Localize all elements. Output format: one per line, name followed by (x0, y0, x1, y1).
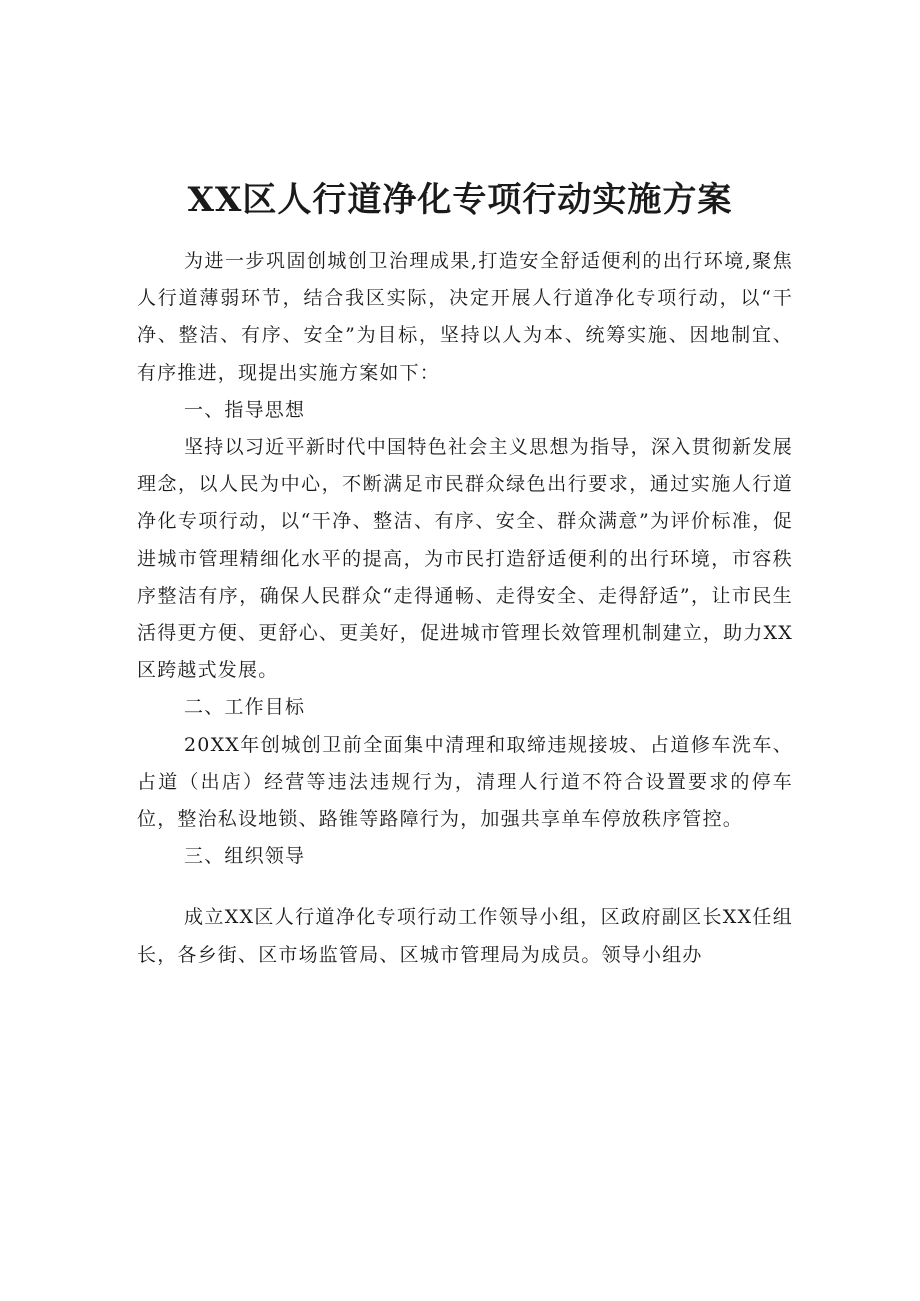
intro-paragraph: 为进一步巩固创城创卫治理成果,打造安全舒适便利的出行环境,聚焦人行道薄弱环节，结合我区实际，决定开展人行道净化专项行动，以“干净、整洁、有序、安全”为目标，坚持以人为本、统筹实施、因地制宜、有序推进，现提出实施方案如下： (137, 250, 793, 384)
paragraph-spacer (137, 875, 793, 899)
section-heading-work-goals: 二、工作目标 (184, 696, 306, 719)
section-body-organization: 成立XX区人行道净化专项行动工作领导小组，区政府副区长XX任组长，各乡街、区市场监管局、区城市管理局为成员。领导小组办 (137, 906, 793, 966)
section-heading-guiding-ideology: 一、指导思想 (184, 398, 306, 421)
document-body (137, 243, 793, 974)
section-body-guiding-ideology: 坚持以习近平新时代中国特色社会主义思想为指导，深入贯彻新发展理念，以人民为中心，不断满足市民群众绿色出行要求，通过实施人行道净化专项行动，以“干净、整洁、有序、安全、群众满意”为评价标准，促进城市管理精细化水平的提高，为市民打造舒适便利的出行环境，市容秩序整洁有序，确保人民群众“走得通畅、走得安全、走得舒适”，让市民生活得更方便、更舒心、更美好，促进城市管理长效管理机制建立，助力XX区跨越式发展。 (137, 436, 793, 682)
section-body-work-goals: 20XX年创城创卫前全面集中清理和取缔违规接坡、占道修车洗车、占道（出店）经营等违法违规行为，清理人行道不符合设置要求的停车位，整治私设地锁、路锥等路障行为，加强共享单车停放秩序管控。 (137, 733, 793, 831)
section-heading-organization: 三、组织领导 (184, 845, 306, 868)
document-title: XX区人行道净化专项行动实施方案 (187, 180, 733, 220)
